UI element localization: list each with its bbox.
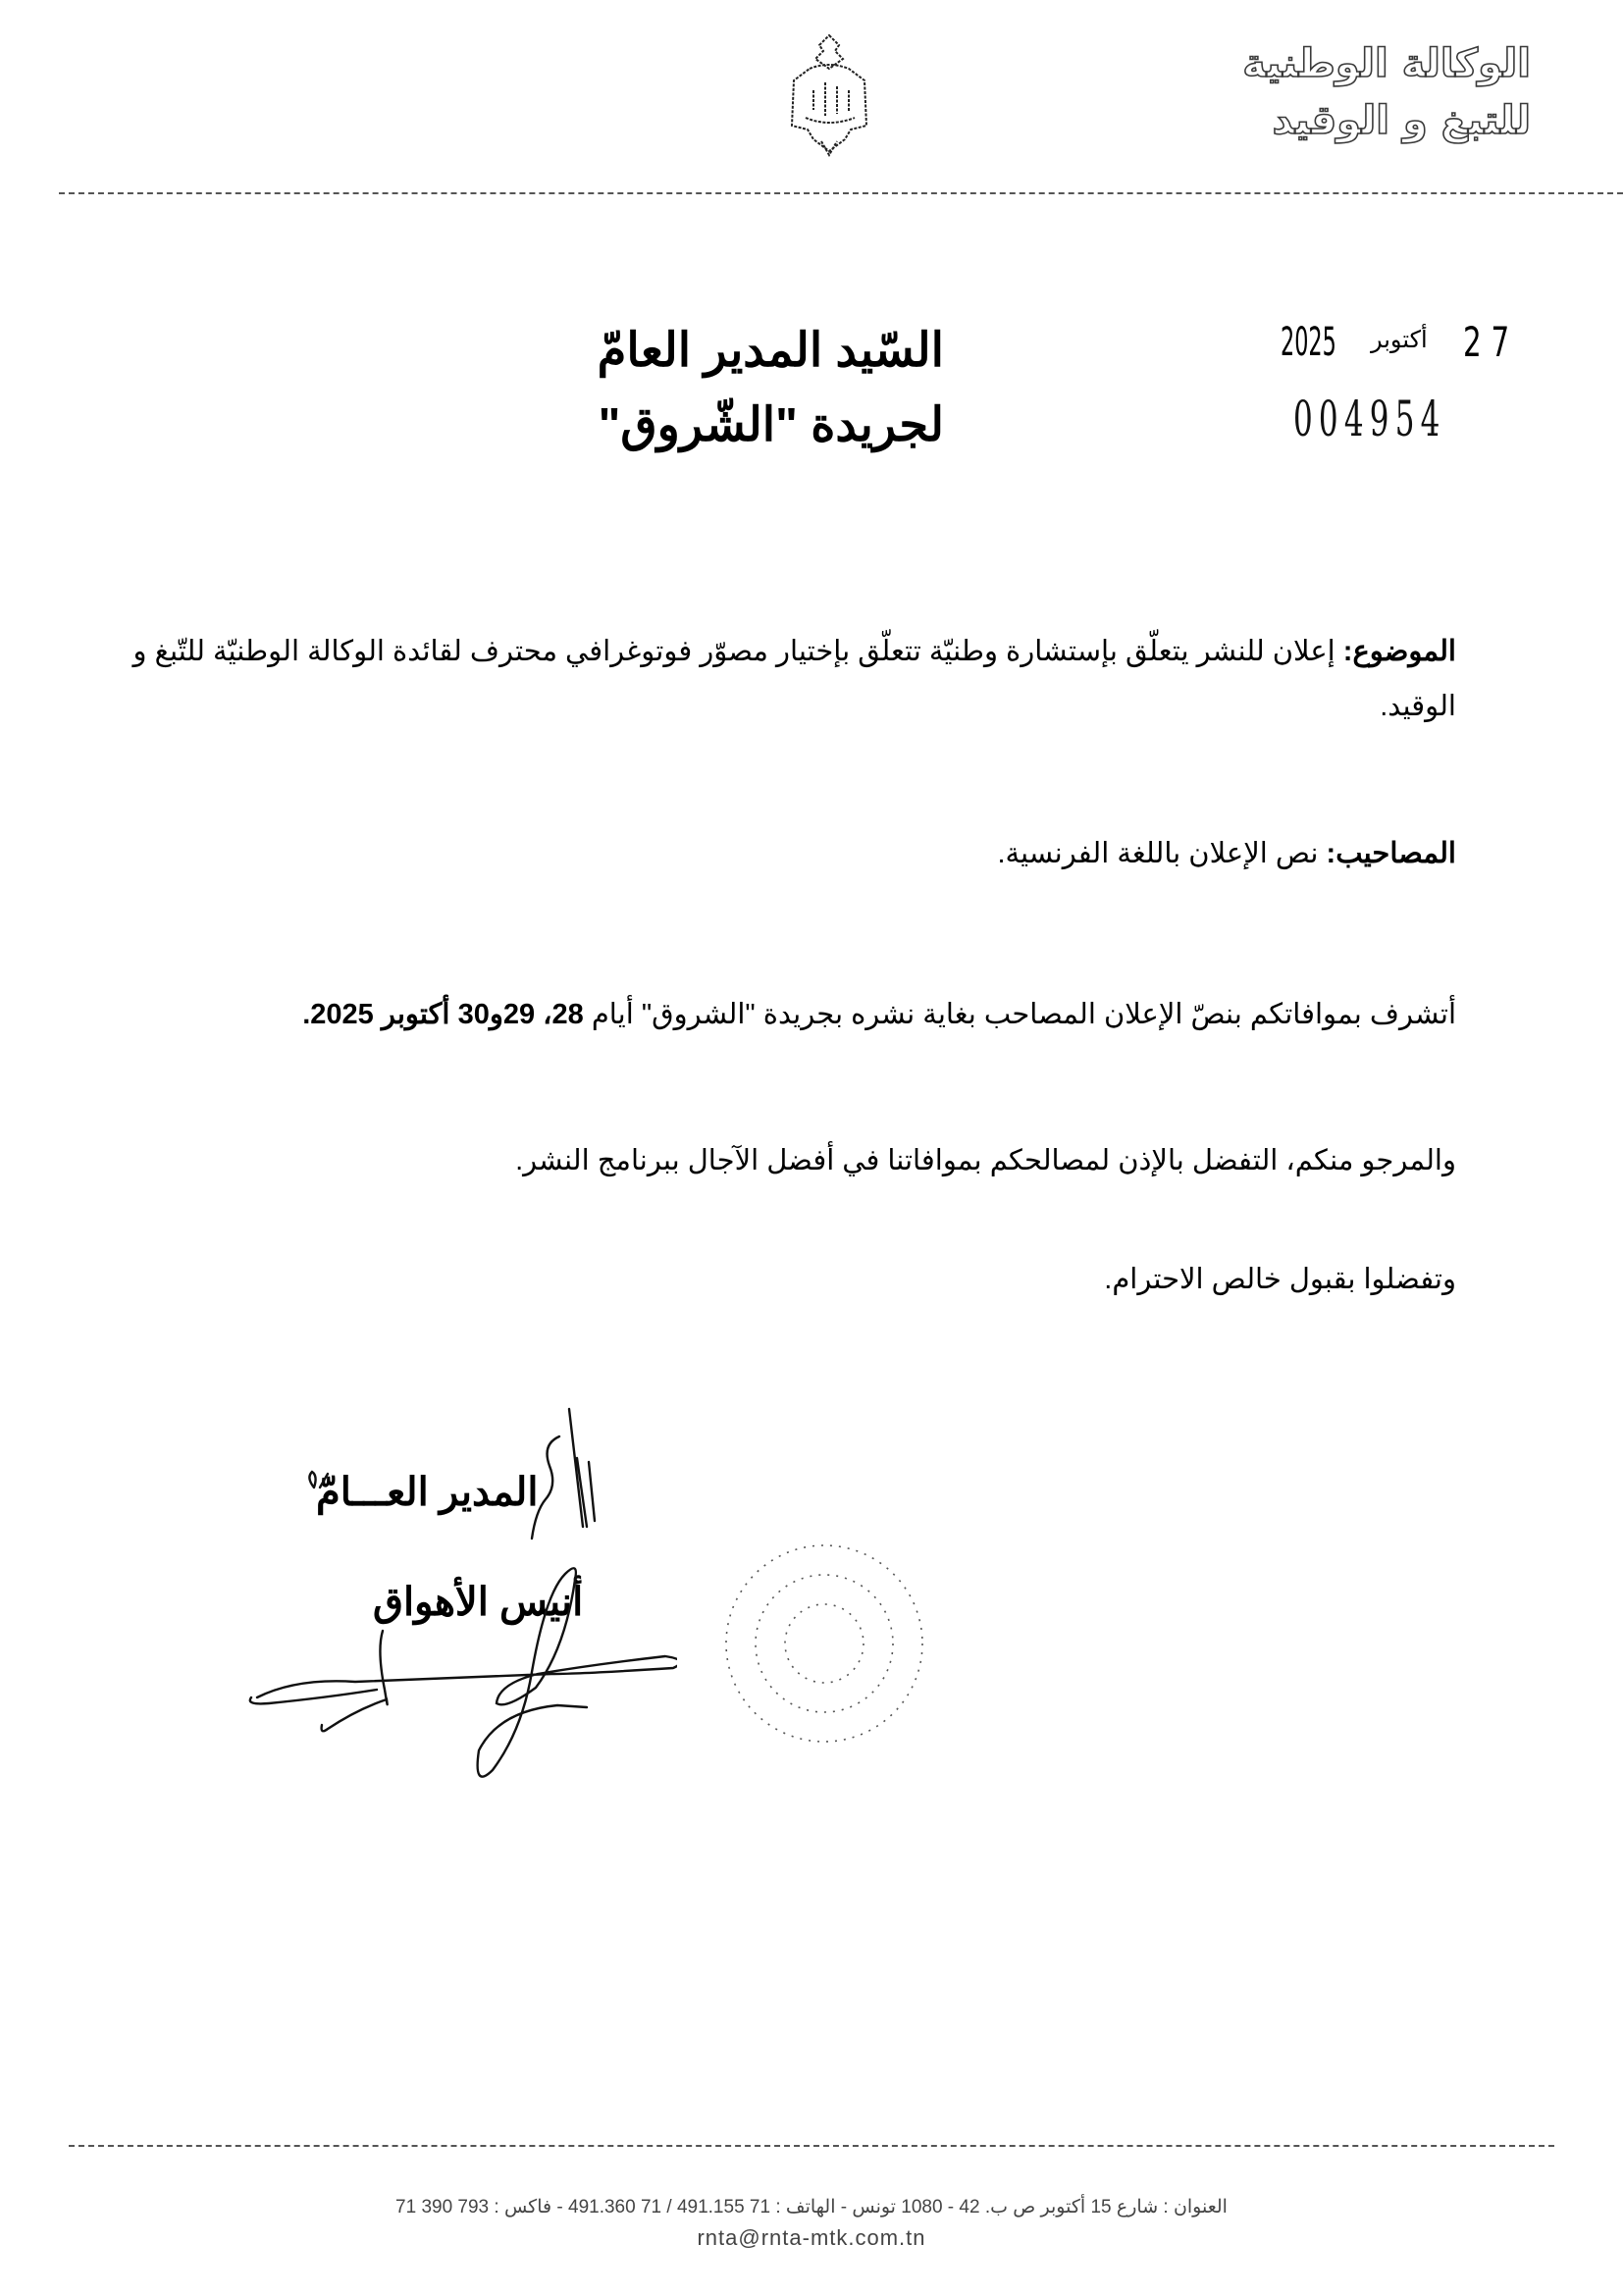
addressee-line2: لجريدة "الشّروق": [598, 399, 944, 451]
closing-paragraph: وتفضلوا بقبول خالص الاحترام.: [1104, 1264, 1456, 1295]
publication-dates: 28، 29و30 أكتوبر 2025.: [302, 999, 584, 1030]
agency-emblem-icon: [770, 31, 888, 159]
date-month: أكتوبر: [1371, 326, 1428, 353]
footer-email[interactable]: rnta@rnta-mtk.com.tn: [697, 2225, 926, 2250]
letter-date: [1281, 320, 1526, 369]
organization-name: [1138, 35, 1531, 149]
subject-label: الموضوع:: [1342, 636, 1456, 667]
date-year: 2025: [1281, 320, 1336, 365]
attachment-paragraph: [997, 826, 1456, 881]
addressee-line1: السّيد المدير العامّ: [597, 325, 944, 377]
footer-address: العنوان : شارع 15 أكتوبر ص ب. 42 - 1080 تونس - الهاتف : 71 491.155 / 71 491.360 - فاكس : 793 390 71: [395, 2197, 1228, 2218]
subject-paragraph: [118, 624, 1456, 734]
signatory-title: المدير العـــامّ: [316, 1471, 539, 1514]
reference-number: 004954: [1293, 391, 1446, 447]
subject-text: إعلان للنشر يتعلّق بإستشارة وطنيّة تتعلّق بإختيار مصوّر فوتوغرافي محترف لقائدة الوكالة الوطنيّة للتّبغ و الوقيد.: [132, 636, 1456, 722]
attachment-label: المصاحيب:: [1326, 838, 1456, 869]
organization-name-line2: للتبغ و الوقيد: [1272, 98, 1531, 143]
official-stamp: [702, 1536, 937, 1751]
addressee: [598, 314, 944, 463]
header-divider: [59, 192, 1623, 194]
footer-divider: [69, 2145, 1554, 2147]
organization-name-line1: الوكالة الوطنية: [1242, 41, 1531, 86]
body-paragraph-1-text: أتشرف بموافاتكم بنصّ الإعلان المصاحب بغاية نشره بجريدة "الشروق" أيام: [583, 999, 1456, 1030]
date-day: 27: [1463, 318, 1520, 366]
signatory-name: أنيس الأهواق: [373, 1581, 584, 1624]
body-paragraph-2: والمرجو منكم، التفضل بالإذن لمصالحكم بموافاتنا في أفضل الآجال ببرنامج النشر.: [515, 1145, 1456, 1176]
body-paragraph-1: [157, 987, 1456, 1042]
attachment-text: نص الإعلان باللغة الفرنسية.: [997, 838, 1327, 869]
